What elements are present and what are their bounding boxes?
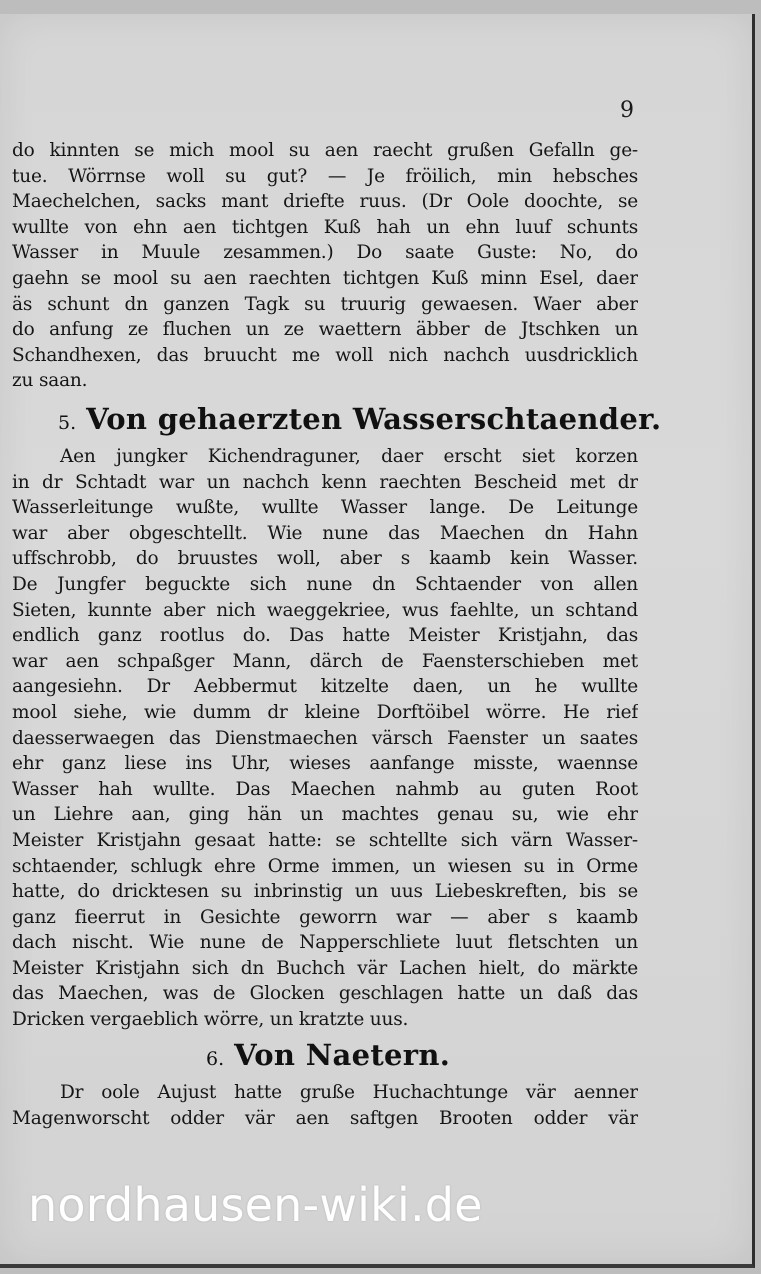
text-line: Sieten, kunnte aber nich waeggekriee, wus faehlte, un schtand xyxy=(12,599,638,621)
text-line: Wasser in Muule zesammen.) Do saate Guste: No, do xyxy=(12,242,638,264)
text-line: das Maechen, was de Glocken geschlagen hatte un daß das xyxy=(12,983,638,1005)
text-line: dach nischt. Wie nune de Napperschliete luut fletschten un xyxy=(12,932,638,954)
section-5-paragraph xyxy=(12,444,638,1033)
section-heading-5 xyxy=(58,402,661,436)
section-title: Von gehaerzten Wasserschtaender. xyxy=(86,402,662,436)
text-line: war aber obgeschtellt. Wie nune das Maechen dn Hahn xyxy=(12,522,638,544)
text-line: De Jungfer beguckte sich nune dn Schtaender von allen xyxy=(12,573,638,595)
section-heading-6 xyxy=(206,1038,450,1072)
text-line: äs schunt dn ganzen Tagk su truurig gewaesen. Waer aber xyxy=(12,293,638,315)
text-line: hatte, do dricktesen su inbrinstig un uus Liebeskreften, bis se xyxy=(12,881,638,903)
text-line: uffschrobb, do bruustes woll, aber s kaamb kein Wasser. xyxy=(12,548,638,570)
text-line: zu saan. xyxy=(12,370,88,392)
text-line: Aen jungker Kichendraguner, daer erscht siet korzen xyxy=(60,446,638,467)
paragraph-continuation xyxy=(12,138,638,394)
text-line: mool siehe, wie dumm dr kleine Dorftöibel wörre. He rief xyxy=(12,701,638,723)
text-line: schtaender, schlugk ehre Orme immen, un wiesen su in Orme xyxy=(12,855,638,877)
text-line: endlich ganz rootlus do. Das hatte Meister Kristjahn, das xyxy=(12,625,638,647)
text-line: tue. Wörrnse woll su gut? — Je fröilich, min hebsches xyxy=(12,165,638,187)
text-line: Magenworscht odder vär aen saftgen Brooten odder vär xyxy=(12,1107,638,1129)
text-line: ganz fieerrut in Gesichte geworrn war — aber s kaamb xyxy=(12,906,638,928)
text-line: Meister Kristjahn sich dn Buchch vär Lachen hielt, do märkte xyxy=(12,957,638,979)
text-line: Wasser hah wullte. Das Maechen nahmb au guten Root xyxy=(12,778,638,800)
text-line: daesserwaegen das Dienstmaechen värsch Faenster un saates xyxy=(12,727,638,749)
text-line: gaehn se mool su aen raechten tichtgen Kuß minn Esel, daer xyxy=(12,267,638,289)
text-line: Meister Kristjahn gesaat hatte: se schtellte sich värn Wasser- xyxy=(12,829,638,851)
text-line: Wasserleitunge wußte, wullte Wasser lange. De Leitunge xyxy=(12,497,638,519)
section-number: 5. xyxy=(58,412,77,434)
text-line: Schandhexen, das bruucht me woll nich nachch uusdricklich xyxy=(12,344,638,366)
text-line: war aen schpaßger Mann, därch de Faensterschieben met xyxy=(12,650,638,672)
text-line: Dricken vergaeblich wörre, un kratzte uus. xyxy=(12,1009,409,1031)
text-line: in dr Schtadt war un nachch kenn raechten Bescheid met dr xyxy=(12,471,638,493)
page-number: 9 xyxy=(620,98,634,123)
text-line: do kinnten se mich mool su aen raecht grußen Gefalln ge- xyxy=(12,140,638,161)
watermark-text: nordhausen-wiki.de xyxy=(28,1178,483,1232)
text-line: Maechelchen, sacks mant driefte ruus. (Dr Oole doochte, se xyxy=(12,191,638,213)
section-number: 6. xyxy=(206,1048,225,1070)
text-line: Dr oole Aujust hatte gruße Huchachtunge vär aenner xyxy=(60,1082,638,1103)
section-title: Von Naetern. xyxy=(234,1038,451,1072)
section-6-paragraph xyxy=(12,1080,638,1131)
text-line: un Liehre aan, ging hän un machtes genau su, wie ehr xyxy=(12,804,638,826)
book-page xyxy=(0,14,755,1268)
text-line: wullte von ehn aen tichtgen Kuß hah un ehn luuf schunts xyxy=(12,216,638,238)
text-line: do anfung ze fluchen un ze waettern äbber de Jtschken un xyxy=(12,319,638,341)
text-line: ehr ganz liese ins Uhr, wieses aanfange misste, waennse xyxy=(12,753,638,775)
text-line: aangesiehn. Dr Aebbermut kitzelte daen, un he wullte xyxy=(12,676,638,698)
